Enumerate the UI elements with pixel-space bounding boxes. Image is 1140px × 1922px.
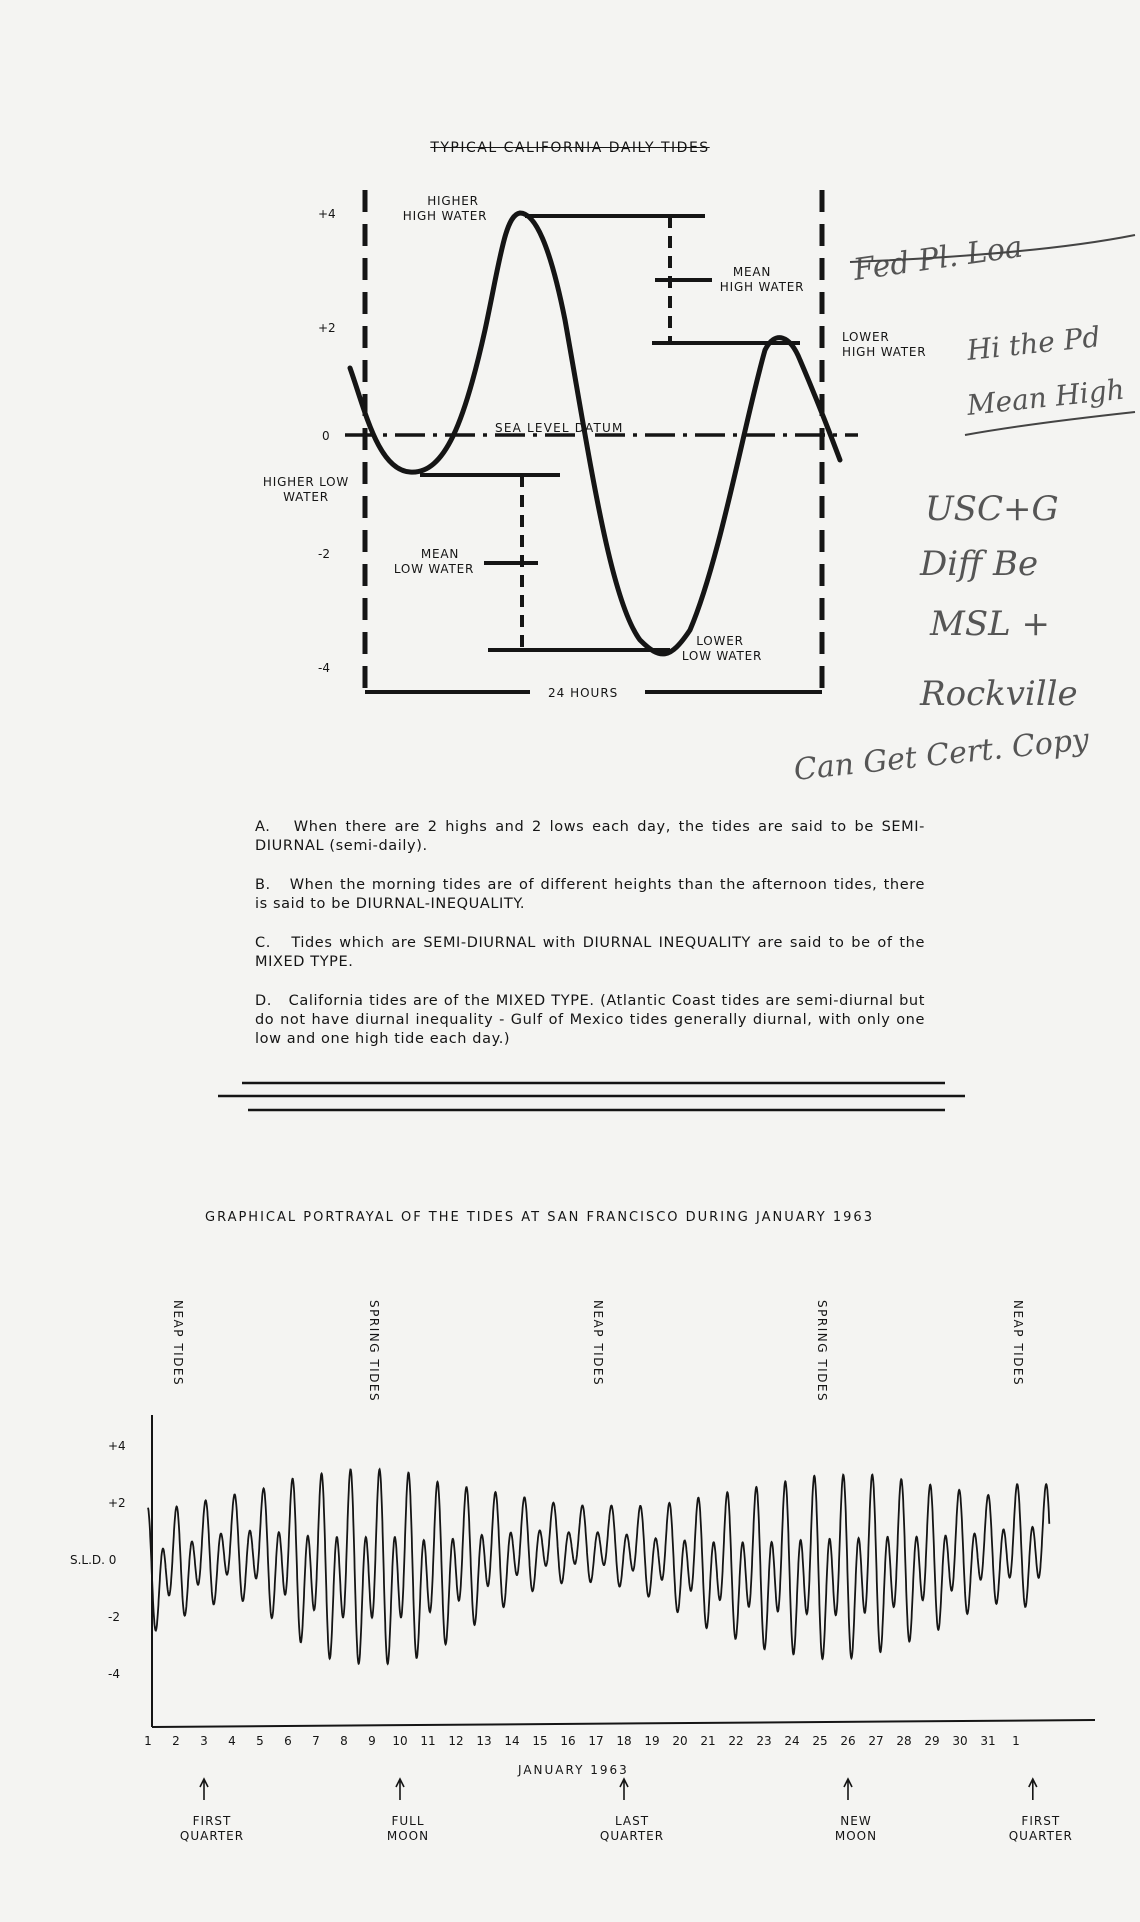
moon-phase-label: LAST QUARTER: [599, 1814, 665, 1843]
moon-phase-label: FIRST QUARTER: [179, 1814, 245, 1843]
top-chart-title: TYPICAL CALIFORNIA DAILY TIDES: [430, 140, 710, 156]
tide-phase-label: NEAP TIDES: [1011, 1300, 1025, 1387]
x-tick-label: 2: [172, 1734, 180, 1748]
tide-trace: [148, 1469, 1049, 1663]
handwritten-note: Rockville: [920, 674, 1078, 714]
tide-phase-label: NEAP TIDES: [591, 1300, 605, 1387]
moon-phase-label: NEW MOON: [834, 1814, 878, 1843]
x-tick-label: 15: [532, 1734, 548, 1748]
moon-phase-label: FIRST QUARTER: [1008, 1814, 1073, 1843]
x-tick-label: 30: [952, 1734, 968, 1748]
y-tick: -2: [108, 1610, 120, 1624]
x-tick-label: 11: [420, 1734, 436, 1748]
handwritten-note: Mean High: [965, 372, 1127, 422]
x-tick-label: 10: [392, 1734, 408, 1748]
lower-high-water-label: LOWER HIGH WATER: [842, 330, 927, 359]
higher-low-water-label: HIGHER LOW WATER: [262, 475, 350, 504]
sea-level-datum-label: SEA LEVEL DATUM: [495, 421, 624, 435]
tide-phase-label: NEAP TIDES: [171, 1300, 185, 1387]
x-tick-label: 13: [476, 1734, 492, 1748]
y-tick: -2: [318, 547, 330, 561]
handwritten-note: Can Get Cert. Copy: [792, 722, 1091, 788]
x-tick-label: 21: [700, 1734, 716, 1748]
mean-high-water-label: MEAN HIGH WATER: [719, 265, 805, 294]
x-tick-label: 1: [144, 1734, 152, 1748]
x-tick-label: 18: [616, 1734, 632, 1748]
x-tick-label: 4: [228, 1734, 236, 1748]
y-tick: -4: [108, 1667, 120, 1681]
x-tick-label: 20: [672, 1734, 688, 1748]
x-tick-label: 5: [256, 1734, 264, 1748]
y-tick: 0: [322, 429, 330, 443]
paragraph-c: C. Tides which are SEMI-DIURNAL with DIURNAL INEQUALITY are said to be of the MIXED TYPE.: [255, 935, 925, 970]
x-tick-label: 31: [980, 1734, 996, 1748]
moon-phase-arrow: [620, 1779, 628, 1800]
y-tick: +2: [108, 1496, 126, 1510]
x-tick-label: 7: [312, 1734, 320, 1748]
x-tick-label: 24: [784, 1734, 800, 1748]
moon-phase-arrow: [396, 1779, 404, 1800]
x-tick-label: 6: [284, 1734, 292, 1748]
x-tick-label: 23: [756, 1734, 772, 1748]
paragraph-d: D. California tides are of the MIXED TYPE. (Atlantic Coast tides are semi-diurnal but do not have diurnal inequality - Gulf of Mexico tides generally diurnal, with only one low and one high tide each day.): [255, 993, 925, 1047]
moon-phase-arrow: [1029, 1779, 1037, 1800]
x-tick-label: 14: [504, 1734, 520, 1748]
paragraph-b: B. When the morning tides are of different heights than the afternoon tides, there is said to be DIURNAL-INEQUALITY.: [255, 877, 925, 912]
bottom-chart-title: GRAPHICAL PORTRAYAL OF THE TIDES AT SAN FRANCISCO DURING JANUARY 1963: [205, 1210, 874, 1225]
lower-low-water-label: LOWER LOW WATER: [681, 634, 763, 663]
x-tick-label: 16: [560, 1734, 576, 1748]
x-tick-label: 26: [840, 1734, 856, 1748]
handwritten-note: USC+G: [925, 489, 1059, 529]
separator-lines: [0, 1070, 1140, 1120]
moon-phase-arrow: [844, 1779, 852, 1800]
x-tick-label: 29: [924, 1734, 940, 1748]
y-tick: -4: [318, 661, 330, 675]
handwritten-note: Diff Be: [920, 544, 1039, 584]
handwritten-note: Hi the Pd: [965, 320, 1102, 367]
x-tick-label: 19: [644, 1734, 660, 1748]
moon-phase-arrow: [200, 1779, 208, 1800]
daily-tides-chart: [0, 0, 1140, 720]
handwritten-note-area: [0, 720, 1140, 790]
tide-phase-label: SPRING TIDES: [815, 1300, 829, 1403]
san-francisco-tides-chart: [0, 1280, 1140, 1860]
x-tick-label: 22: [728, 1734, 744, 1748]
x-tick-label: 8: [340, 1734, 348, 1748]
moon-phase-label: FULL MOON: [386, 1814, 430, 1843]
x-tick-label: 1: [1012, 1734, 1020, 1748]
handwritten-note: Fed Pl. Loa: [851, 229, 1025, 288]
mean-low-water-label: MEAN LOW WATER: [393, 547, 475, 576]
x-tick-label: 9: [368, 1734, 376, 1748]
y-tick: S.L.D. 0: [70, 1553, 117, 1567]
x-tick-label: 27: [868, 1734, 884, 1748]
y-tick: +2: [318, 321, 336, 335]
tide-phase-label: SPRING TIDES: [367, 1300, 381, 1403]
x-tick-label: 25: [812, 1734, 828, 1748]
x-axis-label: JANUARY 1963: [518, 1763, 629, 1777]
handwritten-note: MSL +: [930, 604, 1050, 644]
x-tick-label: 3: [200, 1734, 208, 1748]
x-tick-label: 28: [896, 1734, 912, 1748]
x-tick-label: 12: [448, 1734, 464, 1748]
x-axis: [152, 1720, 1095, 1727]
x-tick-label: 17: [588, 1734, 604, 1748]
y-tick: +4: [108, 1439, 126, 1453]
y-tick: +4: [318, 207, 336, 221]
paragraph-a: A. When there are 2 highs and 2 lows each day, the tides are said to be SEMI-DIURNAL (semi-daily).: [255, 819, 925, 854]
span-label: 24 HOURS: [548, 686, 619, 700]
higher-high-water-label: HIGHER HIGH WATER: [402, 194, 488, 223]
